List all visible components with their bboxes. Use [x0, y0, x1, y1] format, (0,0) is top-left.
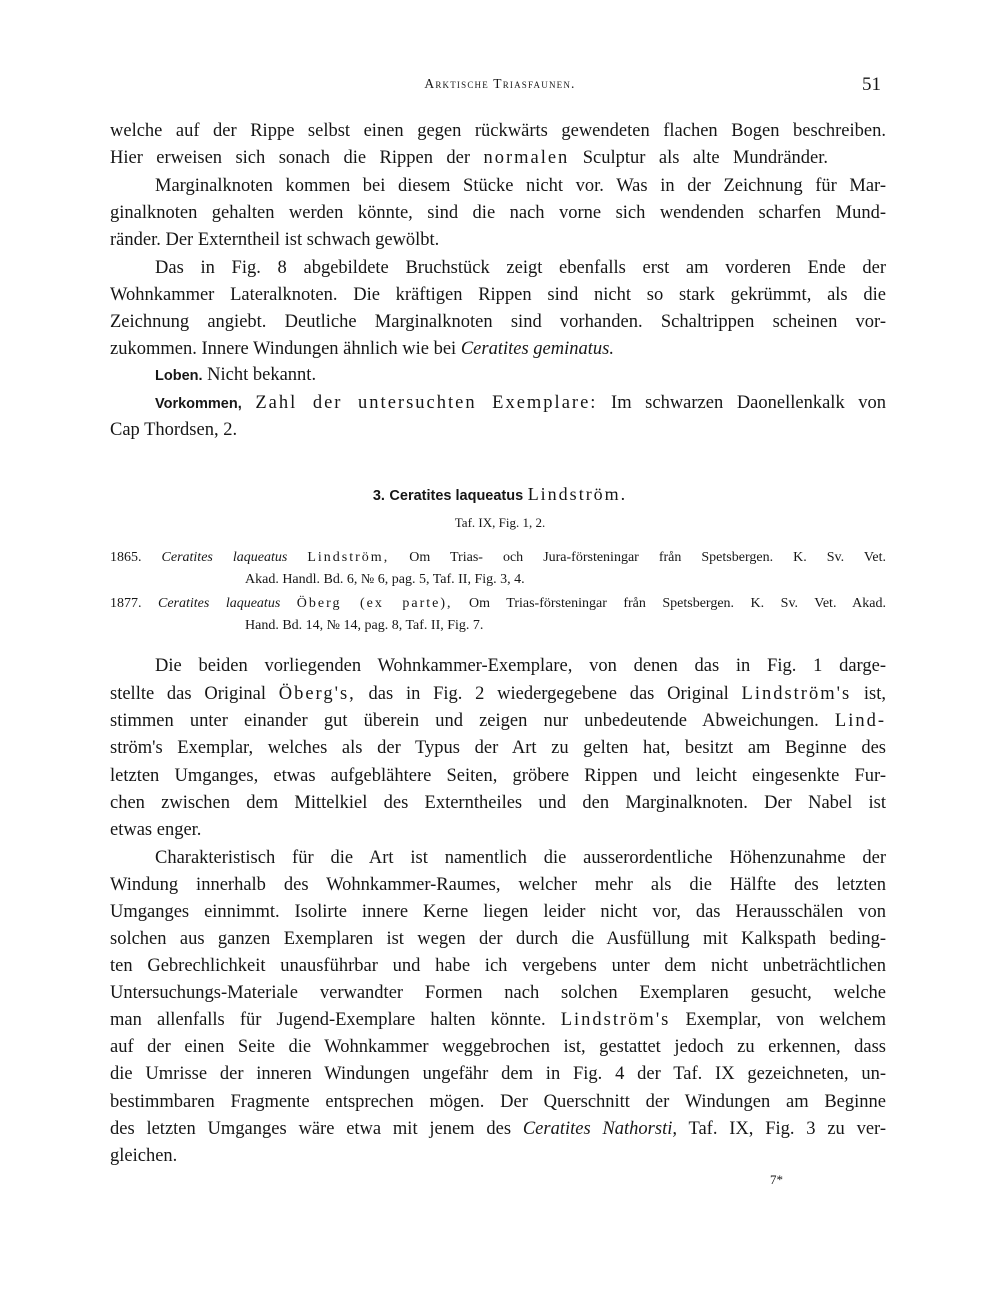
text-line: chen zwischen dem Mittelkiel des Externtheiles und den Marginalknoten. Der Nabel ist [110, 793, 886, 813]
text-span: ist, [863, 684, 887, 704]
text-line: Marginalknoten kommen bei diesem Stücke nicht vor. Was in der Zeichnung für Mar- [155, 176, 886, 196]
text-span: Sculptur als alte Mundränder. [582, 148, 829, 168]
italic-taxon: Ceratites geminatus. [460, 339, 614, 359]
text-line: Zeichnung angiebt. Deutliche Marginalknoten sind vorhanden. Schaltrippen scheinen vor- [110, 312, 886, 332]
synonymy-entry-cont: Hand. Bd. 14, № 14, pag. 8, Taf. II, Fig. 7. [245, 618, 484, 633]
text-line: Die beiden vorliegenden Wohnkammer-Exemplare, von denen das in Fig. 1 darge- [155, 656, 886, 676]
text-line: letzten Umganges, etwas aufgeblähtere Seiten, gröbere Rippen und leicht eingesenkte Fur- [110, 766, 886, 786]
text-line [110, 681, 886, 707]
spaced-text: Lind- [834, 711, 887, 731]
text-line [110, 1007, 886, 1033]
text-span: Hier erweisen sich sonach die Rippen der [110, 148, 470, 168]
text-line [110, 708, 886, 734]
synonymy-text: Om Trias- och Jura-försteningar från Spetsbergen. K. Sv. Vet. [409, 550, 887, 565]
text-line: solchen aus ganzen Exemplaren ist wegen der durch die Ausfüllung mit Kalkspath beding- [110, 929, 886, 949]
text-line: Charakteristisch für die Art ist namentlich die ausserordentliche Höhenzunahme der [155, 848, 886, 868]
signature-mark: 7* [770, 1172, 783, 1187]
synonymy-taxon: Ceratites laqueatus [158, 596, 281, 611]
spaced-text: normalen [483, 148, 570, 168]
text-line: Umganges einnimmt. Isolirte innere Kerne liegen leider nicht vor, das Herausschälen von [110, 902, 886, 922]
text-span: Exemplar, von welchem [685, 1010, 886, 1030]
synonymy-entry-cont: Akad. Handl. Bd. 6, № 6, pag. 5, Taf. II, Fig. 3, 4. [245, 572, 525, 587]
text-line [110, 145, 828, 171]
text-span: man allenfalls für Jugend-Exemplare halten könnte. [110, 1010, 546, 1030]
text-line: ränder. Der Externtheil ist schwach gewölbt. [110, 230, 440, 250]
text-line: auf der einen Seite die Wohnkammer weggebrochen ist, gestattet jedoch zu erkennen, dass [110, 1037, 886, 1057]
species-number: 3. [372, 488, 385, 504]
spaced-text: Zahl der untersuchten Exemplare: [255, 393, 598, 413]
text-line: ginalknoten gehalten werden könnte, sind die nach vorne sich wendenden scharfen Mund- [110, 203, 886, 223]
text-line: Windung innerhalb des Wohnkammer-Raumes, welcher mehr als die Hälfte des letzten [110, 875, 886, 895]
spaced-text: Lindström's [741, 684, 852, 704]
synonymy-entry [110, 548, 886, 568]
text-line: Das in Fig. 8 abgebildete Bruchstück zeigt ebenfalls erst am vorderen Ende der [155, 258, 886, 278]
text-line: Cap Thordsen, 2. [110, 420, 238, 440]
text-span: das in Fig. 2 wiedergegebene das Original [368, 684, 729, 704]
text-line: ten Gebrechlichkeit unausführbar und habe ich vergebens unter dem nicht unbeträchtlichen [110, 956, 886, 976]
text-line [155, 362, 316, 389]
text-line: etwas enger. [110, 820, 202, 840]
text-line: welche auf der Rippe selbst einen gegen rückwärts gewendeten flachen Bogen beschreiben. [110, 121, 886, 141]
synonymy-text: Om Trias-försteningar från Spetsbergen. K. Sv. Vet. Akad. [469, 596, 886, 611]
italic-taxon: Ceratites Nathorsti, [522, 1119, 677, 1139]
text-span: Taf. IX, Fig. 3 zu ver- [688, 1119, 886, 1139]
text-span: stellte das Original [110, 684, 266, 704]
synonymy-year: 1865. [110, 550, 142, 565]
text-line [155, 390, 886, 417]
section-label-vorkommen: Vorkommen, [155, 396, 242, 412]
text-line [110, 336, 614, 362]
spaced-text: Lindström's [560, 1010, 671, 1030]
text-line: ström's Exemplar, welches als der Typus der Art zu gelten hat, besitzt am Beginne des [110, 738, 886, 758]
synonymy-author: Lindström, [307, 550, 390, 565]
synonymy-entry [110, 594, 886, 614]
running-title: Arktische Triasfaunen. [424, 76, 576, 91]
synonymy-author: Öberg (ex parte), [296, 596, 453, 611]
text-span: Nicht bekannt. [207, 365, 317, 385]
text-line [110, 1116, 886, 1142]
plate-reference: Taf. IX, Fig. 1, 2. [454, 515, 546, 530]
text-line: Wohnkammer Lateralknoten. Die kräftigen Rippen sind nicht so stark gekrümmt, als die [110, 285, 886, 305]
text-span: Im schwarzen Daonellenkalk von [611, 393, 887, 413]
page-number: 51 [862, 74, 881, 95]
text-span: stimmen unter einander gut überein und zeigen nur unbedeutende Abweichungen. [110, 711, 819, 731]
text-line: die Umrisse der inneren Windungen ungefähr dem in Fig. 4 der Taf. IX gezeichneten, un- [110, 1064, 886, 1084]
text-line: bestimmbaren Fragmente entsprechen mögen. Der Querschnitt der Windungen am Beginne [110, 1092, 886, 1112]
text-line: gleichen. [110, 1146, 178, 1166]
text-span: zukommen. Innere Windungen ähnlich wie bei [110, 339, 457, 359]
species-heading [0, 484, 1000, 505]
species-name: Ceratites laqueatus [389, 488, 524, 504]
species-author: Lindström. [527, 484, 628, 504]
text-line: Untersuchungs-Materiale verwandter Formen nach solchen Exemplaren gesucht, welche [110, 983, 886, 1003]
section-label-loben: Loben. [155, 368, 203, 384]
text-span: des letzten Umganges wäre etwa mit jenem des [110, 1119, 512, 1139]
synonymy-year: 1877. [110, 596, 142, 611]
synonymy-taxon: Ceratites laqueatus [161, 550, 288, 565]
spaced-text: Öberg's, [278, 684, 356, 704]
